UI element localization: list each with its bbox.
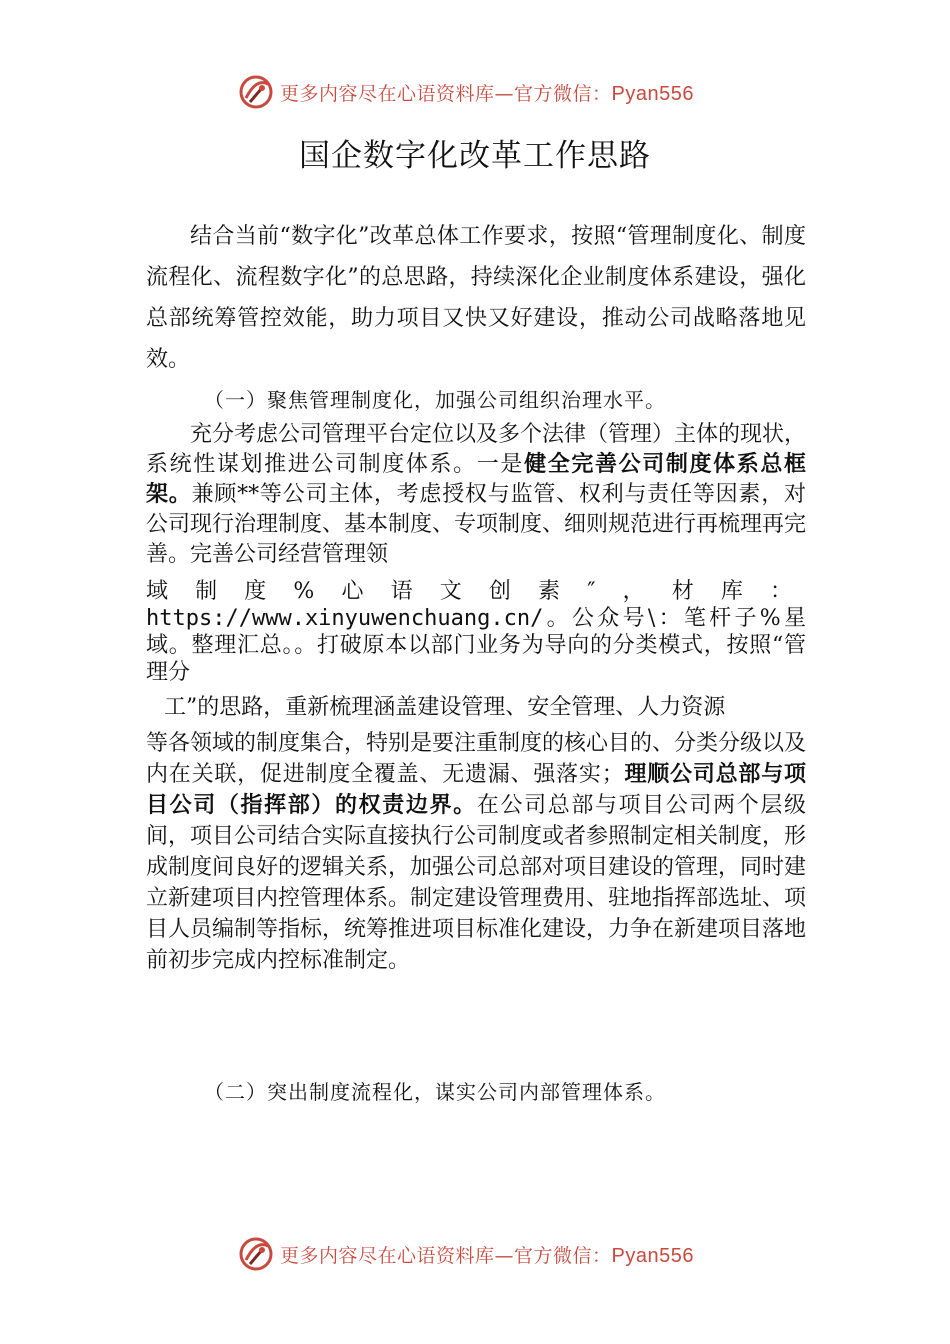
page-title: 国企数字化改革工作思路 <box>299 138 651 174</box>
section1-paragraph-start: 充分考虑公司管理平台定位以及多个法律（管理）主体的现状，系统性谋划推进公司制度体系。一是健全完善公司制度体系总框架。兼顾**等公司主体，考虑授权与监管、权利与责任等因素，对公司现行治理制度、基本制度、专项制度、细则规范进行再梳理再完善。完善公司经营管理领 <box>146 422 807 567</box>
watermark-banner-bottom <box>0 1232 950 1276</box>
banner-text: 更多内容尽在心语资料库—官方微信：Pyan556 <box>280 1244 694 1267</box>
intro-block <box>146 216 806 380</box>
section1-continuation <box>146 688 806 976</box>
intro-paragraph: 结合当前“数字化”改革总体工作要求，按照“管理制度化、制度流程化、流程数字化”的总思路，持续深化企业制度体系建设，强化总部统筹管控效能，助力项目又快又好建设，推动公司战略落地见效。 <box>146 224 806 372</box>
bold-phrase-boundary: 理顺公司总部与项目公司（指挥部）的权责边界。 <box>146 762 806 818</box>
section1-heading-block <box>146 380 806 420</box>
section1-heading: （一）聚焦管理制度化，加强公司组织治理水平。 <box>204 388 666 412</box>
section1-body <box>146 420 806 570</box>
section2-heading: （二）突出制度流程化，谋实公司内部管理体系。 <box>204 1080 666 1104</box>
xinyu-logo-icon <box>238 1236 274 1272</box>
bold-phrase-framework: 健全完善公司制度体系总框架。 <box>146 452 806 507</box>
watermark-banner-top <box>0 70 950 114</box>
section1-dense-paragraph: 域制度%心语文创素″，材库：https://www.xinyuwenchuang.cn/。公众号\：笔杆子%星域。整理汇总。。打破原本以部门业务为导向的分类模式，按照“管理分 <box>146 579 806 685</box>
section1-paragraph-cont: 等各领域的制度集合，特别是要注重制度的核心目的、分类分级以及内在关联，促进制度全覆盖、无遗漏、强落实；理顺公司总部与项目公司（指挥部）的权责边界。在公司总部与项目公司两个层级间，项目公司结合实际直接执行公司制度或者参照制定相关制度，形成制度间良好的逻辑关系，加强公司总部对项目建设的管理，同时建立新建项目内控管理体系。制定建设管理费用、驻地指挥部选址、项目人员编制等指标，统筹推进项目标准化建设，力争在新建项目落地前初步完成内控标准制定。 <box>146 731 807 973</box>
xinyu-logo-icon <box>238 74 274 110</box>
banner-text: 更多内容尽在心语资料库—官方微信：Pyan556 <box>280 82 694 105</box>
section1-line-gap: 工”的思路，重新梳理涵盖建设管理、安全管理、人力资源 <box>164 695 726 720</box>
section2-heading-block <box>146 1072 806 1112</box>
section1-dense-block <box>146 578 806 686</box>
